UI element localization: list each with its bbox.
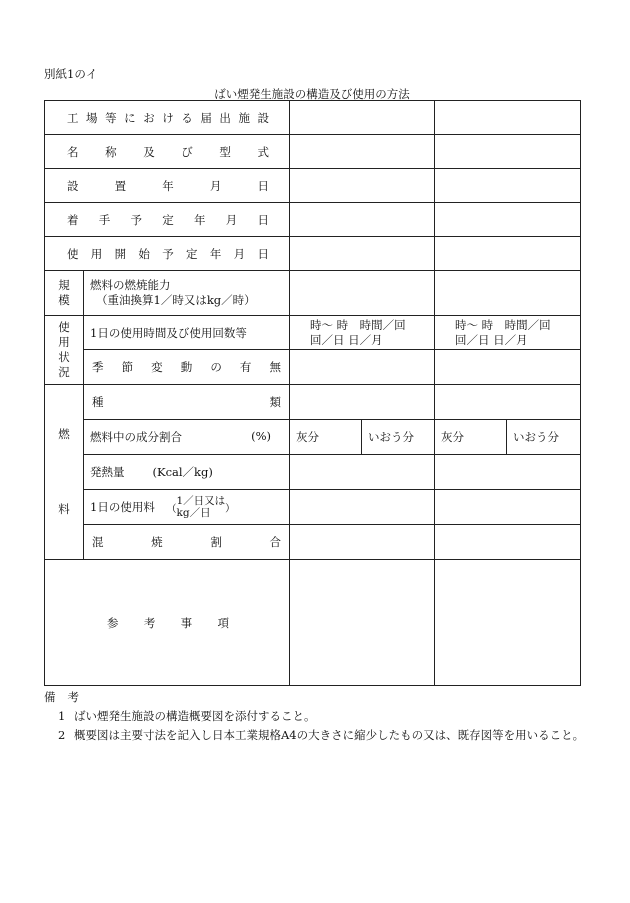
label-start-use: 使用開始予定年月日 — [45, 237, 290, 271]
row-calorific — [45, 455, 581, 490]
row-daily-usage — [45, 316, 581, 350]
value-daily-fuel-1[interactable] — [290, 490, 435, 525]
value-start-work-1[interactable] — [290, 203, 435, 237]
label-ash-1: 灰分 — [290, 420, 362, 455]
row-notification — [45, 101, 581, 135]
value-install-date-1[interactable] — [290, 169, 435, 203]
label-calorific: 発熱量 (Kcal／kg) — [84, 455, 290, 490]
value-fuel-type-2[interactable] — [435, 385, 581, 420]
value-reference-1[interactable] — [290, 560, 435, 686]
label-name-model: 名称及び型式 — [45, 135, 290, 169]
value-seasonal-2[interactable] — [435, 350, 581, 385]
label-reference: 参考事項 — [45, 560, 290, 686]
value-name-model-2[interactable] — [435, 135, 581, 169]
label-sulfur-1: いおう分 — [362, 420, 435, 455]
label-fuel-capacity: 燃料の燃焼能力 （重油換算1／時又はkg／時） — [84, 271, 290, 316]
row-start-work — [45, 203, 581, 237]
value-notification-1[interactable] — [290, 101, 435, 135]
row-mixed — [45, 525, 581, 560]
row-fuel-capacity — [45, 271, 581, 316]
notes-heading: 備考 — [44, 690, 91, 704]
label-start-work: 着手予定年月日 — [45, 203, 290, 237]
value-calorific-2[interactable] — [435, 455, 581, 490]
value-notification-2[interactable] — [435, 101, 581, 135]
label-ash-2: 灰分 — [435, 420, 507, 455]
note-item-2: 2 概要図は主要寸法を記入し日本工業規格A4の大きさに縮少したもの又は、既存図等を用いること。 — [58, 728, 585, 742]
value-fuel-capacity-2[interactable] — [435, 271, 581, 316]
value-calorific-1[interactable] — [290, 455, 435, 490]
value-name-model-1[interactable] — [290, 135, 435, 169]
label-daily-fuel: 1日の使用料 （ 1／日又は kg／日 ） — [84, 490, 290, 525]
value-daily-fuel-2[interactable] — [435, 490, 581, 525]
value-mixed-1[interactable] — [290, 525, 435, 560]
label-notification: 工場等における届出施設 — [45, 101, 290, 135]
label-scale-group: 規模 — [45, 271, 84, 316]
page-label: 別紙1のイ — [44, 67, 98, 81]
row-install-date — [45, 169, 581, 203]
facility-form-table — [44, 100, 581, 686]
value-reference-2[interactable] — [435, 560, 581, 686]
label-fuel-type: 種類 — [84, 385, 290, 420]
label-mixed: 混焼割合 — [84, 525, 290, 560]
row-daily-fuel — [45, 490, 581, 525]
label-seasonal: 季節変動の有無 — [84, 350, 290, 385]
label-fuel-group: 燃 料 — [45, 385, 84, 560]
row-components — [45, 420, 581, 455]
value-fuel-type-1[interactable] — [290, 385, 435, 420]
label-usage-group: 使用状況 — [45, 316, 84, 385]
value-start-use-1[interactable] — [290, 237, 435, 271]
row-fuel-type — [45, 385, 581, 420]
label-install-date: 設置年月日 — [45, 169, 290, 203]
label-sulfur-2: いおう分 — [507, 420, 581, 455]
label-components: 燃料中の成分割合 (%) — [84, 420, 290, 455]
notes — [44, 688, 604, 745]
value-daily-usage-2[interactable]: 時～ 時 時間／回 回／日 日／月 — [435, 316, 581, 350]
value-mixed-2[interactable] — [435, 525, 581, 560]
label-daily-usage: 1日の使用時間及び使用回数等 — [84, 316, 290, 350]
row-reference — [45, 560, 581, 686]
value-seasonal-1[interactable] — [290, 350, 435, 385]
value-start-use-2[interactable] — [435, 237, 581, 271]
value-install-date-2[interactable] — [435, 169, 581, 203]
row-name-model — [45, 135, 581, 169]
row-seasonal — [45, 350, 581, 385]
value-fuel-capacity-1[interactable] — [290, 271, 435, 316]
row-start-use — [45, 237, 581, 271]
note-item-1: 1 ばい煙発生施設の構造概要図を添付すること。 — [58, 709, 316, 723]
form-title: ばい煙発生施設の構造及び使用の方法 — [214, 87, 410, 101]
value-daily-usage-1[interactable]: 時～ 時 時間／回 回／日 日／月 — [290, 316, 435, 350]
value-start-work-2[interactable] — [435, 203, 581, 237]
